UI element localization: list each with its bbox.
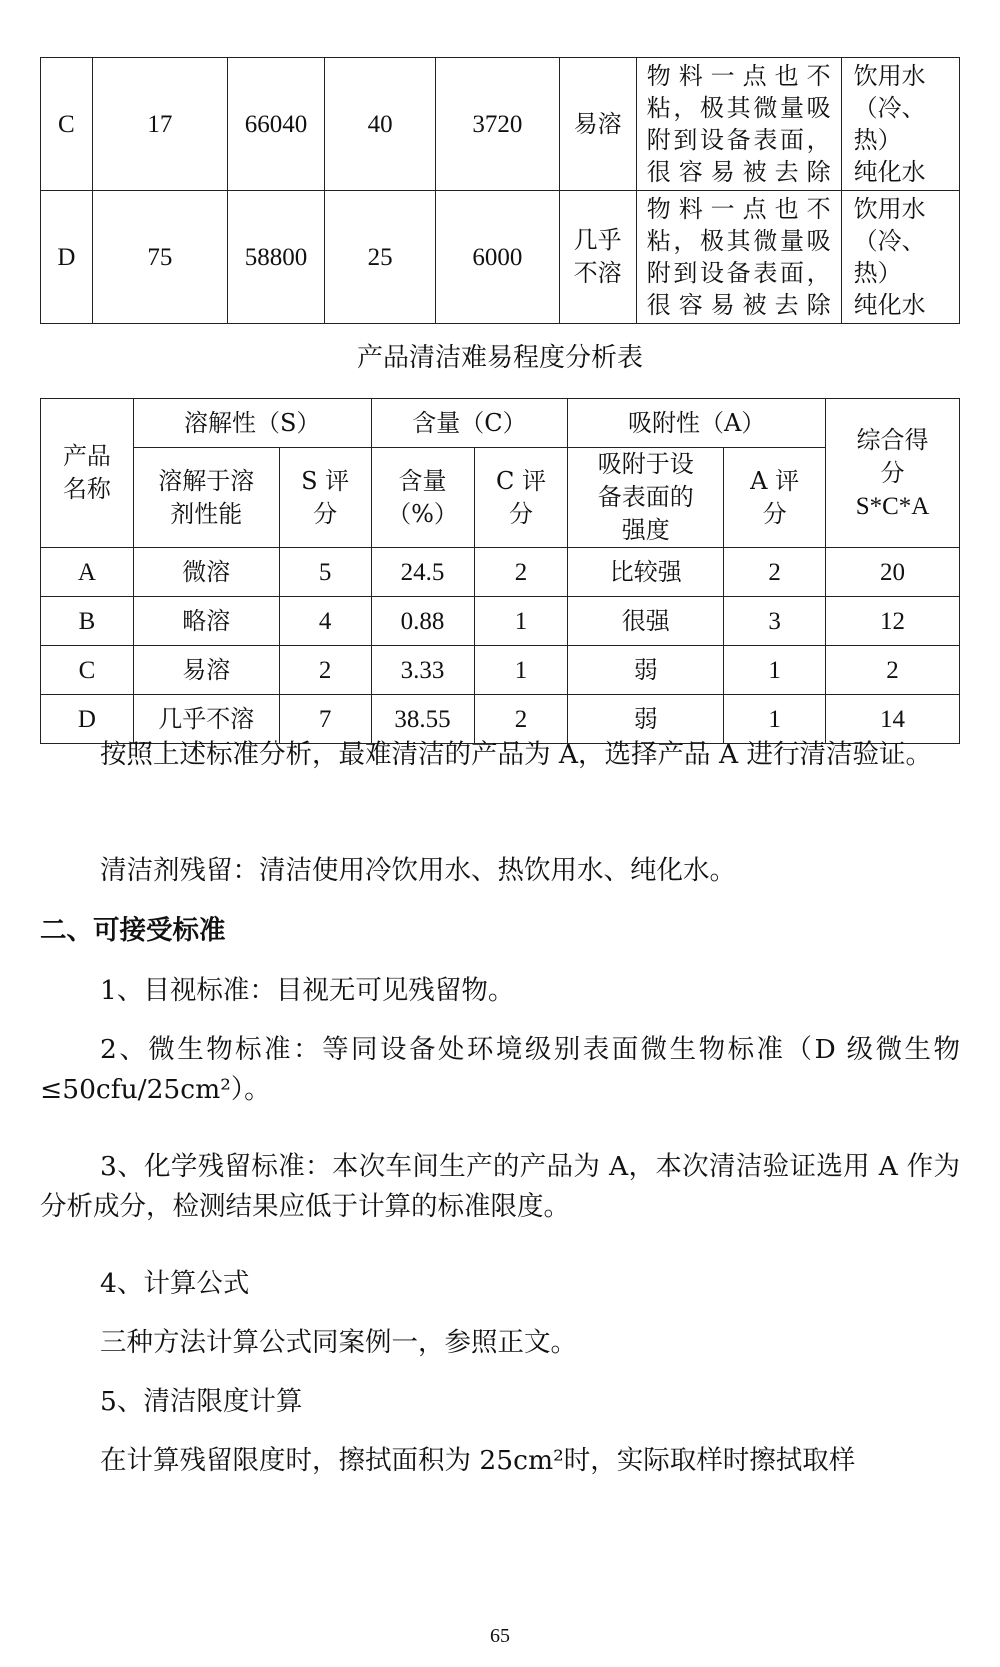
cell-line: （冷、: [853, 94, 926, 122]
cell-line: A 评: [750, 466, 800, 495]
page-number: 65: [490, 1625, 510, 1647]
table-cell: 17: [92, 58, 227, 191]
cell-line: 产品: [62, 442, 111, 470]
a-score-cell: 2: [724, 548, 826, 597]
product-name: B: [41, 597, 134, 646]
cell-line: （%）: [387, 499, 458, 528]
adsorption-cell: 比较强: [568, 548, 724, 597]
cell-line: 很容易被去除: [646, 291, 831, 319]
table-row: [41, 191, 960, 324]
cell-line: （冷、: [853, 227, 926, 255]
cleaning-difficulty-table: [40, 398, 960, 744]
cell-line: 物料一点也不: [646, 62, 831, 90]
solubility-cell: 几乎不溶: [133, 695, 279, 744]
adsorption-cell: [636, 191, 841, 324]
content-cell: 24.5: [371, 548, 474, 597]
adsorption-cell: [636, 58, 841, 191]
cell-line: S 评: [301, 466, 350, 495]
c-score-cell: 2: [474, 548, 568, 597]
content-cell: 0.88: [371, 597, 474, 646]
cell-line: 备表面的: [597, 483, 694, 511]
cell-line: 吸附于设: [597, 450, 694, 478]
total-score-cell: 12: [826, 597, 960, 646]
cell-line: 很容易被去除: [646, 158, 831, 186]
paragraph-chemical-standard: 3、化学残留标准：本次车间生产的产品为 A，本次清洁验证选用 A 作为分析成分，检测结果应低于计算的标准限度。: [40, 1151, 960, 1222]
c-score-cell: 1: [474, 646, 568, 695]
header-content-percent: [371, 448, 474, 548]
table-cell: 75: [92, 191, 227, 324]
table-cell: 25: [325, 191, 436, 324]
table-row: [41, 548, 960, 597]
paragraph-limit-title: 5、清洁限度计算: [100, 1386, 303, 1417]
adsorption-cell: 弱: [568, 646, 724, 695]
product-name: C: [41, 58, 93, 191]
header-c-score: [474, 448, 568, 548]
cell-line: C 评: [495, 466, 546, 495]
solubility-cell: 略溶: [133, 597, 279, 646]
table-cell: 66040: [227, 58, 324, 191]
product-name: C: [41, 646, 134, 695]
product-name: D: [41, 191, 93, 324]
header-solubility: 溶解性（S）: [133, 399, 371, 448]
table-cell: 58800: [227, 191, 324, 324]
solubility-cell: 微溶: [133, 548, 279, 597]
content-cell: 3.33: [371, 646, 474, 695]
table-header-row: [41, 448, 960, 548]
cell-line: 附到设备表面，: [646, 259, 831, 287]
paragraph-limit-calculation: 在计算残留限度时，擦拭面积为 25cm²时，实际取样时擦拭取样: [100, 1445, 856, 1476]
cell-line: 饮用水: [853, 62, 926, 90]
cell-line: 溶解于溶: [158, 466, 255, 495]
paragraph-detergent-residue: 清洁剂残留：清洁使用冷饮用水、热饮用水、纯化水。: [100, 855, 736, 886]
cell-line: 几乎: [573, 226, 622, 254]
cell-line: 分: [508, 499, 533, 528]
total-score-cell: 14: [826, 695, 960, 744]
solubility-cell: 易溶: [559, 58, 636, 191]
header-product-name: [41, 399, 134, 548]
total-score-cell: 20: [826, 548, 960, 597]
a-score-cell: 1: [724, 695, 826, 744]
cell-line: 粘，极其微量吸: [646, 94, 831, 122]
product-name: D: [41, 695, 134, 744]
header-adsorption-strength: [568, 448, 724, 548]
water-cell: [841, 191, 959, 324]
cell-line: S*C*A: [855, 492, 930, 520]
section-heading: 二、可接受标准: [40, 915, 226, 946]
s-score-cell: 7: [279, 695, 371, 744]
paragraph-conclusion: 按照上述标准分析，最难清洁的产品为 A，选择产品 A 进行清洁验证。: [100, 739, 933, 770]
table-header-row: [41, 399, 960, 448]
cell-line: 分: [313, 499, 338, 528]
c-score-cell: 1: [474, 597, 568, 646]
a-score-cell: 3: [724, 597, 826, 646]
cell-line: 纯化水: [853, 158, 926, 186]
cell-line: 名称: [62, 475, 111, 503]
cell-line: 热）: [853, 126, 902, 154]
header-a-score: [724, 448, 826, 548]
total-score-cell: 2: [826, 646, 960, 695]
c-score-cell: 2: [474, 695, 568, 744]
header-s-score: [279, 448, 371, 548]
header-adsorption: 吸附性（A）: [568, 399, 826, 448]
table-title: 产品清洁难易程度分析表: [356, 343, 643, 373]
water-cell: [841, 58, 959, 191]
cell-line: 纯化水: [853, 291, 926, 319]
paragraph-microbial-standard: 2、微生物标准：等同设备处环境级别表面微生物标准（D 级微生物≤50cfu/25cm²）。: [40, 1034, 960, 1105]
table-row: [41, 646, 960, 695]
solubility-cell: 易溶: [133, 646, 279, 695]
cell-line: 剂性能: [170, 499, 243, 528]
cell-line: 分: [762, 499, 787, 528]
adsorption-cell: 很强: [568, 597, 724, 646]
content-cell: 38.55: [371, 695, 474, 744]
paragraph-formula-title: 4、计算公式: [100, 1268, 250, 1299]
table-cell: 3720: [436, 58, 560, 191]
cell-line: 含量: [398, 466, 447, 495]
cell-line: 热）: [853, 259, 902, 287]
cell-line: 饮用水: [853, 195, 926, 223]
s-score-cell: 2: [279, 646, 371, 695]
table-cell: 6000: [436, 191, 560, 324]
product-name: A: [41, 548, 134, 597]
a-score-cell: 1: [724, 646, 826, 695]
header-solubility-performance: [133, 448, 279, 548]
table-row: [41, 597, 960, 646]
header-content: 含量（C）: [371, 399, 568, 448]
header-total-score: [826, 399, 960, 548]
solubility-cell: [559, 191, 636, 324]
adsorption-cell: 弱: [568, 695, 724, 744]
cell-line: 强度: [621, 516, 670, 544]
cell-line: 物料一点也不: [646, 195, 831, 223]
cell-line: 分: [880, 458, 905, 487]
paragraph-visual-standard: 1、目视标准：目视无可见残留物。: [100, 975, 515, 1006]
cell-line: 不溶: [573, 259, 622, 287]
s-score-cell: 5: [279, 548, 371, 597]
cell-line: 综合得: [856, 425, 929, 454]
s-score-cell: 4: [279, 597, 371, 646]
product-data-table: [40, 57, 960, 324]
paragraph-formula: 三种方法计算公式同案例一，参照正文。: [100, 1327, 577, 1358]
cell-line: 粘，极其微量吸: [646, 227, 831, 255]
cell-line: 附到设备表面，: [646, 126, 831, 154]
table-row: [41, 58, 960, 191]
table-cell: 40: [325, 58, 436, 191]
